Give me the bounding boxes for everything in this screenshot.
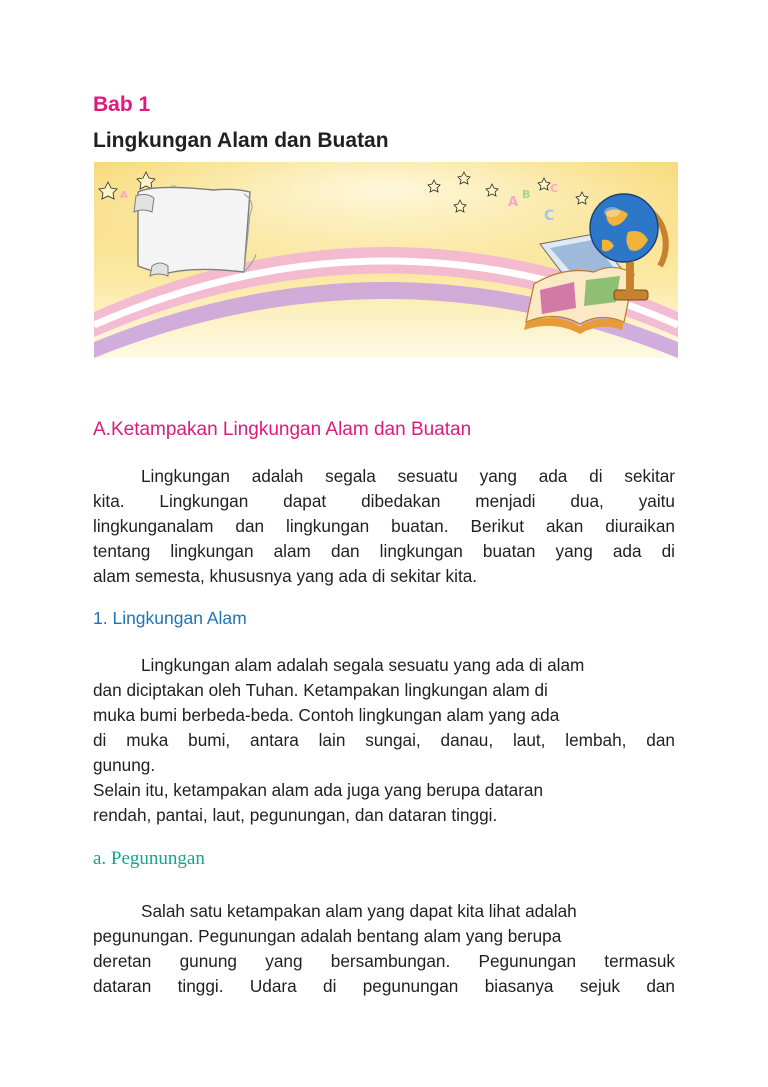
text-line: kita. Lingkungan dapat dibedakan menjadi dua, yaitu [93, 491, 675, 511]
text-line: Salah satu ketampakan alam yang dapat kita lihat adalah [141, 901, 577, 921]
section-title: A.Ketampakan Lingkungan Alam dan Buatan [93, 419, 472, 440]
chapter-label: Bab 1 [93, 93, 151, 116]
subsection-title-lingkungan-alam: 1. Lingkungan Alam [93, 608, 247, 628]
text-line: gunung. [93, 755, 156, 775]
section-paragraph [93, 464, 675, 589]
text-line: lingkunganalam dan lingkungan buatan. Berikut akan diuraikan [93, 516, 675, 536]
banner-letter-a1: A [120, 190, 128, 201]
text-line: Lingkungan adalah segala sesuatu yang ada di sekitar [141, 466, 675, 486]
text-line: Lingkungan alam adalah segala sesuatu yang ada di alam [141, 655, 585, 675]
text-line: muka bumi berbeda-beda. Contoh lingkungan alam yang ada [93, 705, 560, 725]
text-line: di muka bumi, antara lain sungai, danau, laut, lembah, dan [93, 730, 675, 750]
text-line: alam semesta, khususnya yang ada di sekitar kita. [93, 566, 478, 586]
subsection-title-pegunungan: a. Pegunungan [93, 848, 205, 869]
subsection-paragraph-pegunungan [93, 899, 675, 999]
text-line: Selain itu, ketampakan alam ada juga yang berupa dataran [93, 780, 544, 800]
subsection-paragraph-lingkungan-alam [93, 653, 675, 828]
chapter-title: Lingkungan Alam dan Buatan [93, 129, 389, 152]
text-line: pegunungan. Pegunungan adalah bentang alam yang berupa [93, 926, 562, 946]
banner-letter-c1: C [550, 182, 559, 195]
text-line: dan diciptakan oleh Tuhan. Ketampakan lingkungan alam di [93, 680, 548, 700]
banner-letter-c2: C [544, 208, 555, 224]
text-line: dataran tinggi. Udara di pegunungan biasanya sejuk dan [93, 976, 675, 996]
globe-sphere [590, 194, 658, 262]
chapter-banner-illustration [94, 162, 678, 374]
paper-scroll-illustration [134, 187, 256, 276]
text-line: deretan gunung yang bersambungan. Pegunungan termasuk [93, 951, 675, 971]
banner-letter-a2: A [508, 195, 519, 210]
text-line: tentang lingkungan alam dan lingkungan buatan yang ada di [93, 541, 675, 561]
text-line: rendah, pantai, laut, pegunungan, dan dataran tinggi. [93, 805, 498, 825]
banner-letter-b2: B [522, 188, 531, 201]
